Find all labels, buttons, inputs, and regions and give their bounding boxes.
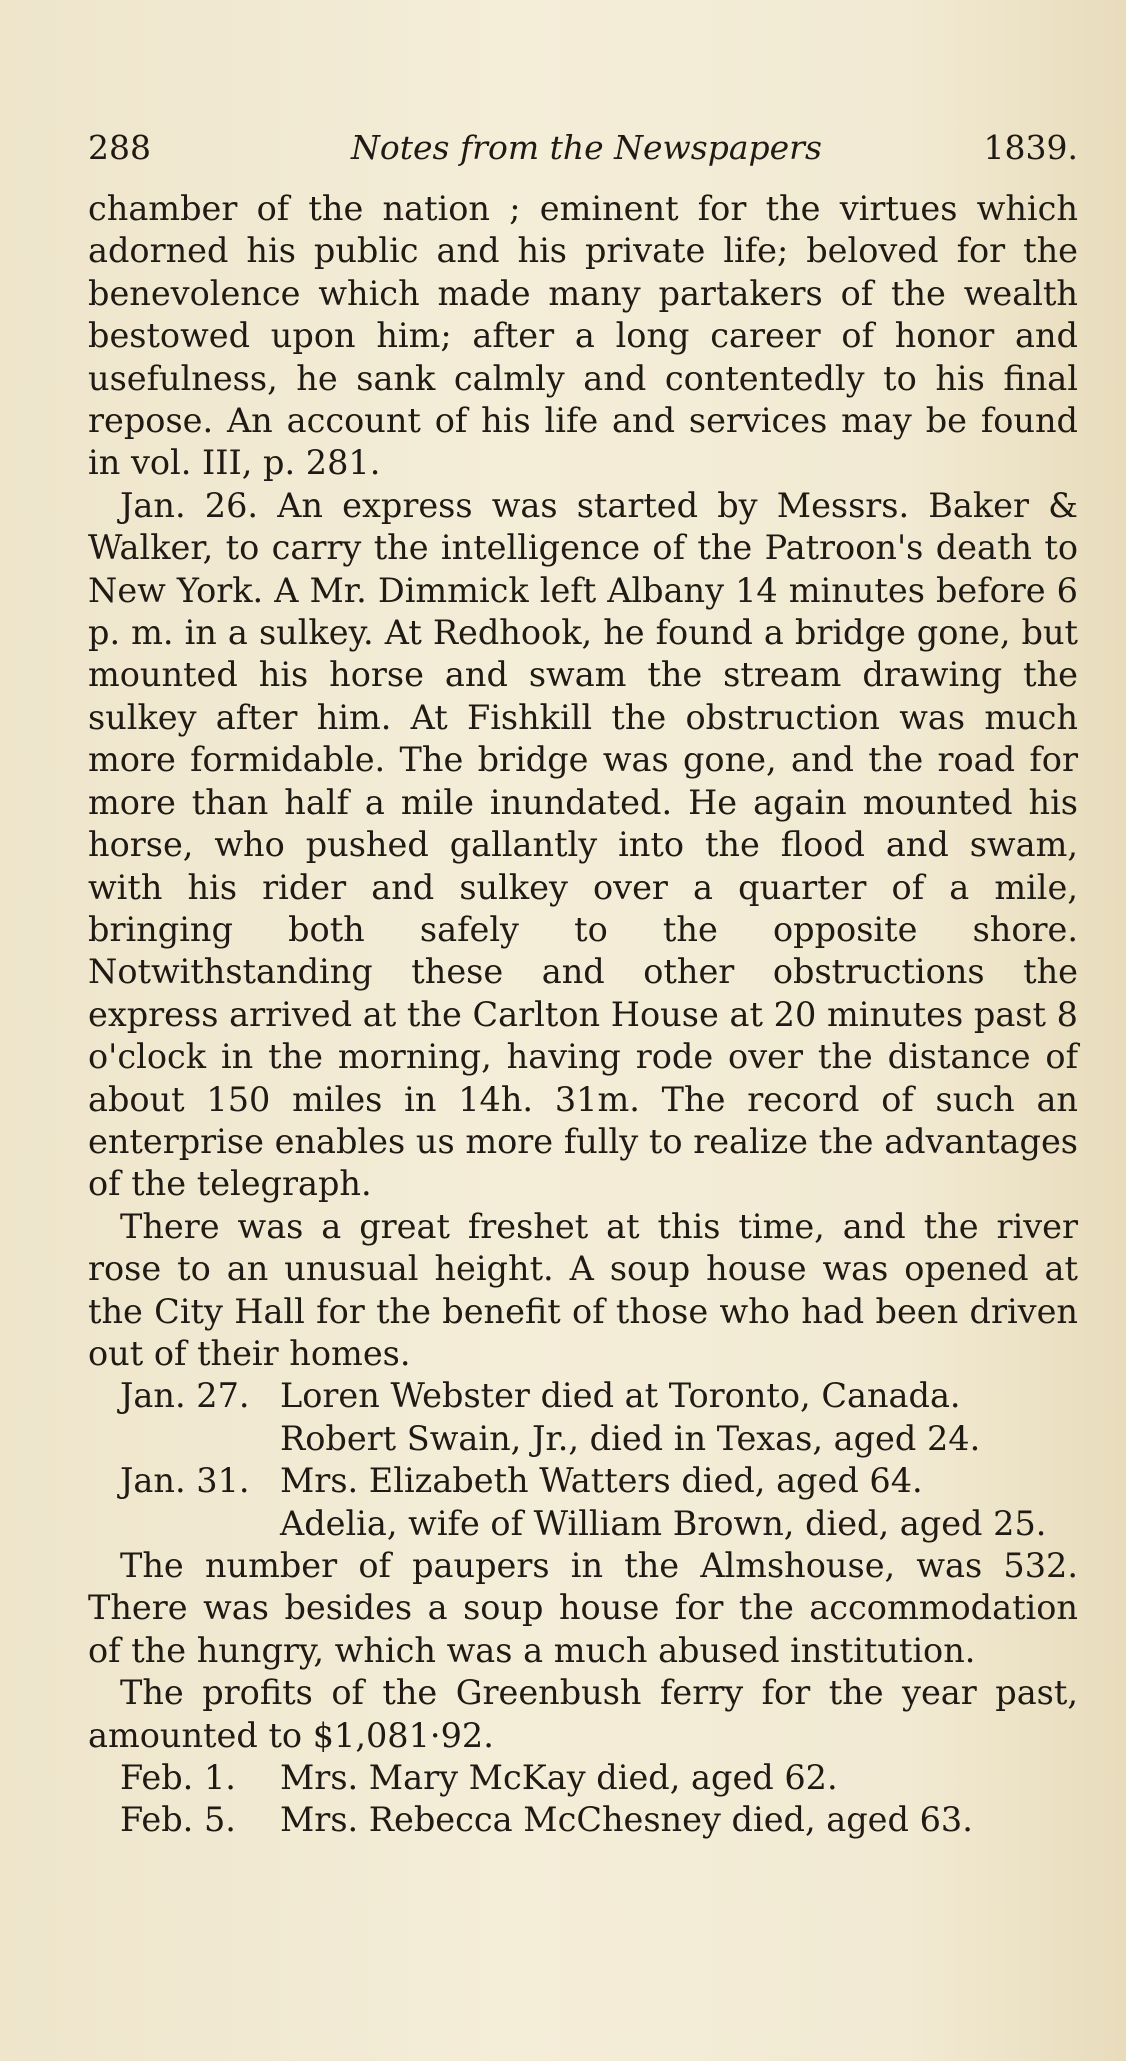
entry-jan-27-second: Robert Swain, Jr., died in Texas, aged 24. xyxy=(280,1418,981,1458)
header-year: 1839. xyxy=(983,128,1078,167)
entry-date: Jan. 27. xyxy=(120,1376,250,1416)
entry-text: Mrs. Mary McKay died, aged 62. xyxy=(280,1758,838,1798)
page-number: 288 xyxy=(88,128,151,167)
paragraph-continued: chamber of the nation ; eminent for the virtues which adorned his public and his private life; beloved for the benevolence which made many partakers of the wealth bestowed upon him; after a long career of honor and usefulness, he sank calmly and contentedly to his final repose. An account of his life and services may be found in vol. III, p. 281. xyxy=(88,189,1078,483)
entry-date: Feb. 5. xyxy=(120,1800,236,1840)
paragraph-paupers: The number of paupers in the Almshouse, was 532. There was besides a soup house for the accommodation of the hungry, which was a much abused institution. xyxy=(88,1546,1078,1670)
entry-text: Loren Webster died at Toronto, Canada. xyxy=(280,1376,961,1416)
page-text xyxy=(88,188,1078,1842)
entry-date: Jan. 31. xyxy=(120,1461,250,1501)
paragraph-express: Jan. 26. An express was started by Messrs. Baker & Walker, to carry the intelligence of the Patroon's death to New York. A Mr. Dimmick left Albany 14 minutes before 6 p. m. in a sulkey. At Redhook, he found a bridge gone, but mounted his horse and swam the stream drawing the sulkey after him. At Fishkill the obstruction was much more formidable. The bridge was gone, and the road for more than half a mile inundated. He again mounted his horse, who pushed gallantly into the flood and swam, with his rider and sulkey over a quarter of a mile, bringing both safely to the opposite shore. Notwithstanding these and other obstructions the express arrived at the Carlton House at 20 minutes past 8 o'clock in the morning, having rode over the distance of about 150 miles in 14h. 31m. The record of such an enterprise enables us more fully to realize the advantages of the telegraph. xyxy=(88,485,1078,1204)
entry-feb-1 xyxy=(88,1757,1078,1799)
entry-text: Mrs. Rebecca McChesney died, aged 63. xyxy=(280,1800,973,1840)
entry-jan-31 xyxy=(88,1460,1078,1502)
page-header xyxy=(88,128,1078,178)
entry-date: Feb. 1. xyxy=(120,1758,236,1798)
entry-feb-5 xyxy=(88,1799,1078,1841)
paragraph-ferry: The profits of the Greenbush ferry for the year past, amounted to $1,081·92. xyxy=(88,1673,1078,1755)
running-head: Notes from the Newspapers xyxy=(351,128,822,167)
entry-jan-27 xyxy=(88,1375,1078,1417)
entry-jan-31-second: Adelia, wife of William Brown, died, aged 25. xyxy=(280,1503,1047,1543)
entry-text: Mrs. Elizabeth Watters died, aged 64. xyxy=(280,1461,923,1501)
paragraph-freshet: There was a great freshet at this time, and the river rose to an unusual height. A soup house was opened at the City Hall for the benefit of those who had been driven out of their homes. xyxy=(88,1206,1078,1373)
